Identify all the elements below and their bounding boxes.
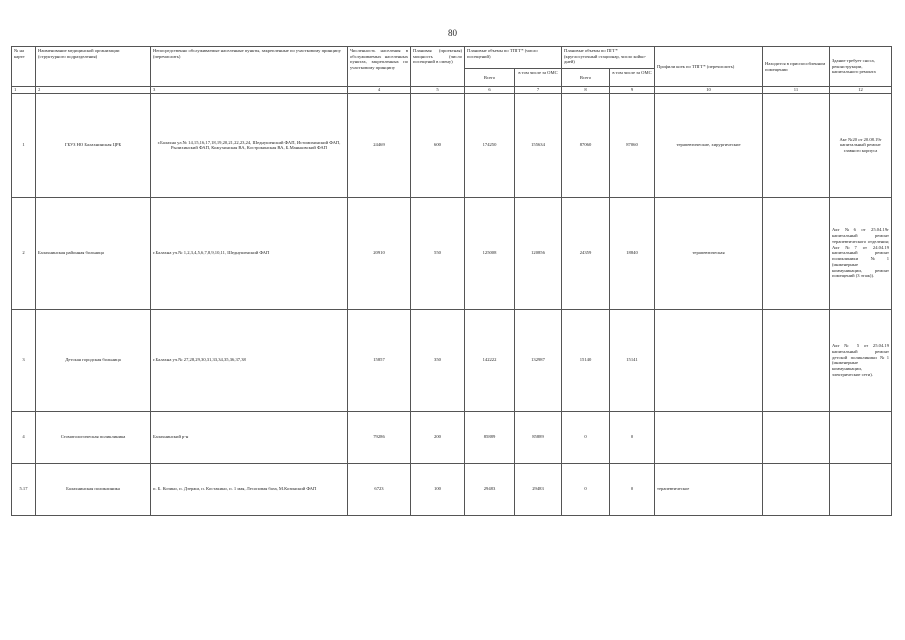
header-org: Наименование медицинской организации (структурного подразделения): [36, 47, 151, 87]
cell-org: Детская городская больница: [36, 309, 151, 411]
cell-num: 4: [12, 411, 36, 463]
cell-tpgg-oms: 85889: [515, 411, 562, 463]
table-row: [12, 411, 892, 463]
header-num: № на карте: [12, 47, 36, 87]
cell-org: ГБУЗ НО Балахнинская ЦРБ: [36, 93, 151, 197]
cell-tpgg2-oms: 15141: [610, 309, 655, 411]
cell-profile: [655, 309, 763, 411]
cell-tpgg2-oms: 0: [610, 411, 655, 463]
cell-settlements: г.Балахна уч.№ 27,28,29,30,31,33,34,35,36,37,38: [151, 309, 348, 411]
cell-tpgg2-total: 0: [562, 463, 610, 515]
header-tpgg2-oms: в том числе за ОМС: [610, 69, 655, 87]
header-tpgg: Плановые объемы по ТПГГ* (число посещений): [465, 47, 562, 69]
header-profile: Профили коек по ТПГГ* (перечислить): [655, 47, 763, 87]
cell-tpgg-total: 29483: [465, 463, 515, 515]
cell-location: [763, 411, 830, 463]
cell-profile: терапевтическое: [655, 463, 763, 515]
column-number: 12: [830, 87, 892, 94]
facilities-table: [11, 46, 892, 516]
cell-tpgg2-oms: 0: [610, 463, 655, 515]
header-location: Находится в приспособленном помещении: [763, 47, 830, 87]
cell-repair: [830, 463, 892, 515]
cell-num: 2: [12, 197, 36, 309]
header-tpgg-total: Всего: [465, 69, 515, 87]
cell-tpgg-oms: 120856: [515, 197, 562, 309]
cell-repair: Акт №6 от 25.04.19г капитальный ремонт терапевтического отделения; Акт №7 от 24.04.19 капитальный ремонт поликлиники №1 (инженерные коммуникации, ремонт помещений (3 этаж)).: [830, 197, 892, 309]
column-number: 9: [610, 87, 655, 94]
cell-location: [763, 463, 830, 515]
cell-tpgg2-total: 15140: [562, 309, 610, 411]
column-number: 4: [348, 87, 411, 94]
cell-tpgg2-oms: 18840: [610, 197, 655, 309]
column-number: 6: [465, 87, 515, 94]
cell-population: 20910: [348, 197, 411, 309]
column-number: 5: [411, 87, 465, 94]
cell-org: Балахнинская районная больница: [36, 197, 151, 309]
cell-num: 3: [12, 309, 36, 411]
column-number: 1: [12, 87, 36, 94]
cell-tpgg2-total: 87060: [562, 93, 610, 197]
table-row: [12, 309, 892, 411]
cell-capacity: 200: [411, 411, 465, 463]
column-number: 7: [515, 87, 562, 94]
table-row: [12, 463, 892, 515]
cell-capacity: 350: [411, 309, 465, 411]
cell-num: 1: [12, 93, 36, 197]
header-tpgg-oms: в том числе за ОМС: [515, 69, 562, 87]
cell-tpgg-total: 174250: [465, 93, 515, 197]
header-population: Численность населения в обслуживаемых населенных пунктах, закрепленных по участковому принципу: [348, 47, 411, 87]
cell-settlements: п. Б. Козино, п. Дзержи, п. Костакино, п. 1 мая, Лесоповая база, М.Козинский ФАП: [151, 463, 348, 515]
cell-tpgg2-total: 0: [562, 411, 610, 463]
cell-tpgg2-oms: 87060: [610, 93, 655, 197]
cell-population: 6723: [348, 463, 411, 515]
header-tpgg2: Плановые объемы по ПГГ* (круглосуточный стационар, число койко-дней): [562, 47, 655, 69]
header-repair: Здание требует сноса, реконструкции, капитального ремонта: [830, 47, 892, 87]
header-settlements: Непосредственно обслуживаемые населенные пункты, закрепленные по участковому принципу (перечислить): [151, 47, 348, 87]
column-number: 10: [655, 87, 763, 94]
header-capacity: Плановая (проектная) мощность (число посещений в смену): [411, 47, 465, 87]
cell-capacity: 600: [411, 93, 465, 197]
cell-tpgg-oms: 155634: [515, 93, 562, 197]
column-number: 11: [763, 87, 830, 94]
column-number: 3: [151, 87, 348, 94]
cell-repair: Акт № 5 от 25.04.19 капитальный ремонт детской поликлиники №1 (инженерные коммуникации, электрические сети).: [830, 309, 892, 411]
cell-location: [763, 309, 830, 411]
cell-tpgg-total: 142222: [465, 309, 515, 411]
cell-population: 24469: [348, 93, 411, 197]
cell-settlements: г.Балахна уч.№ 1,2,3,4,5,6,7,8,9,10,11, Шеднушенский ФАП: [151, 197, 348, 309]
header-tpgg2-total: Всего: [562, 69, 610, 87]
column-number: 8: [562, 87, 610, 94]
cell-num: 5.17: [12, 463, 36, 515]
page-number: 80: [448, 28, 457, 38]
cell-settlements: г.Балахна ул.№ 14,15,16,17,18,19,20,21,22,23,24, Шеднушенский ФАП, Истомихинский ФАП, Рылихинский ФАП, Кожухинская ВА, Кострокинская ВА, Б.Маньковский ФАП: [151, 93, 348, 197]
cell-population: 79286: [348, 411, 411, 463]
cell-org: Балахнинская поликлиника: [36, 463, 151, 515]
cell-org: Стоматологическая поликлиника: [36, 411, 151, 463]
cell-tpgg-oms: 132987: [515, 309, 562, 411]
cell-profile: терапевтическая: [655, 197, 763, 309]
cell-population: 15857: [348, 309, 411, 411]
cell-profile: терапевтические, хирургические: [655, 93, 763, 197]
cell-repair: Акт №20 от 20.08.19г капитальный ремонт главного корпуса: [830, 93, 892, 197]
cell-capacity: 100: [411, 463, 465, 515]
cell-tpgg-total: 85889: [465, 411, 515, 463]
cell-capacity: 550: [411, 197, 465, 309]
cell-repair: [830, 411, 892, 463]
table-row: [12, 93, 892, 197]
cell-tpgg2-total: 24359: [562, 197, 610, 309]
cell-tpgg-oms: 29483: [515, 463, 562, 515]
cell-tpgg-total: 125008: [465, 197, 515, 309]
table-row: [12, 197, 892, 309]
column-number-row: [12, 87, 892, 94]
cell-location: [763, 197, 830, 309]
cell-settlements: Балахнинский р-н: [151, 411, 348, 463]
cell-profile: [655, 411, 763, 463]
column-number: 2: [36, 87, 151, 94]
cell-location: [763, 93, 830, 197]
